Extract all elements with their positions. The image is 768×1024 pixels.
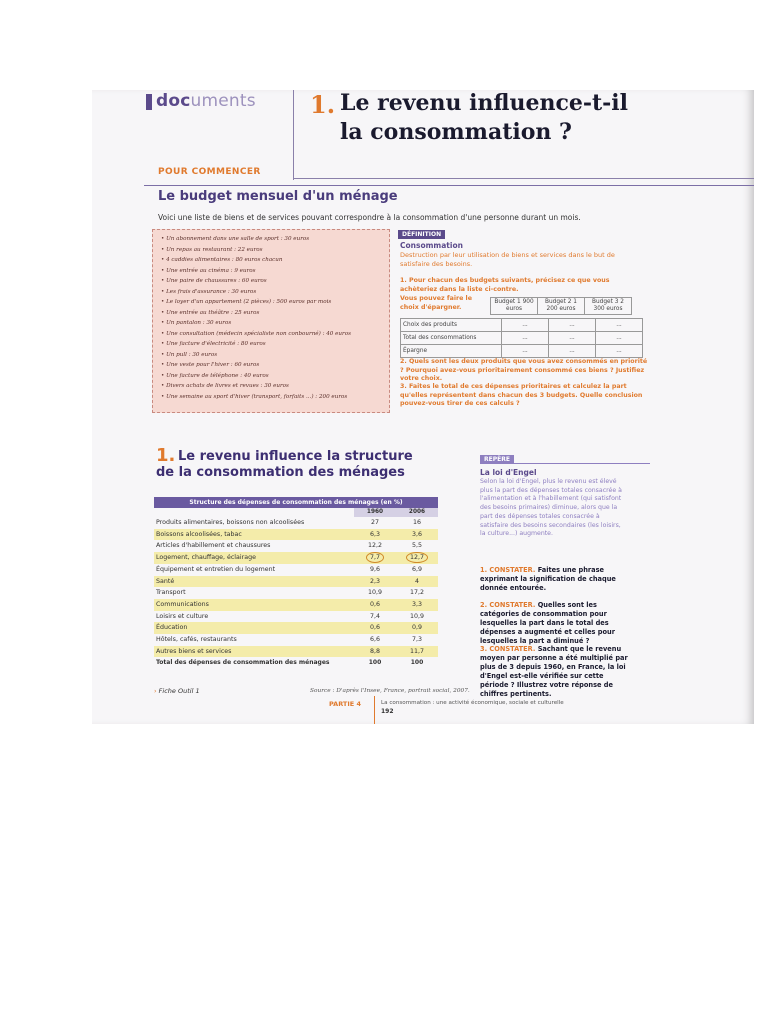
- budget-table: [490, 297, 632, 315]
- list-item: • Une entrée au théâtre : 25 euros: [161, 308, 389, 319]
- list-item: • Une consultation (médecin spécialiste non conbourné) : 40 euros: [161, 329, 389, 340]
- constater-question-3: 3. CONSTATER. Sachant que le revenu moyen par personne a été multiplié par plus de 3 depuis 1960, en France, la loi d'Engel est-elle vérifiée sur cette période ? Illustrez votre réponse de chiffres pertinents.: [480, 645, 628, 698]
- list-item: • Un repas au restaurant : 22 euros: [161, 245, 389, 256]
- scanned-textbook-page: [92, 90, 754, 724]
- repere-term: La loi d'Engel: [480, 468, 537, 477]
- definition-text: Destruction par leur utilisation de biens et services dans le but de satisfaire des besoins.: [400, 251, 615, 268]
- budget-table-body: [400, 318, 643, 358]
- table-row: Choix des produits ... ... ...: [401, 319, 643, 332]
- budget-question-3: 3. Faites le total de ces dépenses prioritaires et calculez la part qu'elles représentent dans chacun des 3 budgets. Quelle conclusion pouvez-vous tirer de ces calculs ?: [400, 383, 643, 407]
- list-item: • Une facture d'électricité : 80 euros: [161, 339, 389, 350]
- list-item: • Une paire de chaussures : 60 euros: [161, 276, 389, 287]
- list-item: • Les frais d'assurance : 30 euros: [161, 287, 389, 298]
- table-row: Santé 2,3 4: [154, 576, 438, 588]
- chapter-title: Le revenu influence-t-il la consommation ?: [340, 90, 629, 145]
- circled-value: 7,7: [366, 552, 384, 563]
- table-row: Hôtels, cafés, restaurants 6,6 7,3: [156, 636, 422, 644]
- constater-question-1: 1. CONSTATER. Faites une phrase exprimant la signification de chaque donnée entourée.: [480, 566, 616, 592]
- budget-question-2: 2. Quels sont les deux produits que vous avez consommés en priorité ? Pourquoi avez-vous prioritairement consommé ces biens ? Justifiez votre choix.: [400, 358, 648, 382]
- list-item: • Une entrée au cinéma : 9 euros: [161, 266, 389, 277]
- list-item: • Le loyer d'un appartement (2 pièces) : 500 euros par mois: [161, 297, 389, 308]
- footer-rule: [374, 696, 375, 724]
- table-row: Boissons alcoolisées, tabac 6,3 3,6: [154, 529, 438, 541]
- table-row: Logement, chauffage, éclairage 7,7 12,7: [154, 552, 438, 564]
- fiche-outil-link[interactable]: › Fiche Outil 1: [154, 687, 200, 695]
- table-row: Équipement et entretien du logement 9,6 6,9: [156, 565, 422, 573]
- list-item: • Divers achats de livres et revues : 30 euros: [161, 381, 389, 392]
- definition-badge: DÉFINITION: [398, 230, 445, 239]
- table-row: Autres biens et services 8,8 11,7: [154, 646, 438, 658]
- constater-question-2: 2. CONSTATER. Quelles sont les catégories de consommation pour lesquelles la part dans le total des dépenses a augmenté et celles pour lesquelles la part a diminué ?: [480, 601, 615, 645]
- list-item: • Une facture de téléphone : 40 euros: [161, 371, 389, 382]
- budget-question-1: 1. Pour chacun des budgets suivants, précisez ce que vous achèteriez dans la liste ci-contre.: [400, 277, 610, 293]
- partie-label: PARTIE 4: [329, 700, 361, 708]
- budget-header: Budget 2 1 200 euros: [538, 298, 585, 315]
- repere-rule: [480, 463, 650, 464]
- section-number: 1.: [156, 445, 176, 466]
- header-vertical-rule: [293, 90, 294, 180]
- list-item: • Un abonnement dans une salle de sport : 30 euros: [161, 234, 389, 245]
- brand-documents: documents: [156, 91, 256, 111]
- table-row: Total des consommations ... ... ...: [401, 332, 643, 345]
- section-title-line1: Le revenu influence la structure: [178, 449, 413, 464]
- list-item: • Une semaine au sport d'hiver (transport, forfaits ...) : 200 euros: [161, 392, 389, 403]
- column-header: 1960: [354, 508, 396, 517]
- budget-header: Budget 3 2 300 euros: [585, 298, 632, 315]
- goods-list-box: [152, 229, 390, 413]
- table-row: Produits alimentaires, boissons non alcoolisées 27 16: [156, 519, 421, 526]
- section-kicker: POUR COMMENCER: [158, 167, 261, 177]
- table-row: Épargne ... ... ...: [401, 345, 643, 358]
- repere-badge: REPÈRE: [480, 455, 514, 464]
- table-row: Loisirs et culture 7,4 10,9: [156, 612, 425, 620]
- table-row: Articles d'habillement et chaussures 12,2 5,5: [156, 542, 422, 550]
- section-title-line2: de la consommation des ménages: [156, 465, 405, 480]
- budget-title: Le budget mensuel d'un ménage: [158, 189, 398, 204]
- repere-text: Selon la loi d'Engel, plus le revenu est élevé plus la part des dépenses totales consacrée à l'alimentation et à l'habillement (qui satisfont des besoins primaires) diminue, alors que la part des dépenses totales consacrée à satisfaire des besoins secondaires (les loisirs, la culture...) augmente.: [480, 478, 622, 538]
- table-row: Éducation 0,6 0,9: [154, 622, 438, 634]
- budget-header: Budget 1 900 euros: [491, 298, 538, 315]
- list-item: • Un pantalon : 30 euros: [161, 318, 389, 329]
- table-total-row: Total des dépenses de consommation des ménages 100 100: [156, 659, 424, 667]
- budget-intro: Voici une liste de biens et de services pouvant correspondre à la consommation d'une personne durant un mois.: [158, 213, 581, 222]
- table-row: Transport 10,9 17,2: [156, 589, 425, 597]
- header-horizontal-rule: [293, 178, 754, 179]
- list-item: • Un pull : 30 euros: [161, 350, 389, 361]
- list-item: • Une veste pour l'hiver : 60 euros: [161, 360, 389, 371]
- chapter-number: 1.: [310, 90, 336, 119]
- table-caption: Structure des dépenses de consommation des ménages (en %): [154, 497, 438, 508]
- budget-question-1-note: Vous pouvez faire le choix d'épargner.: [400, 295, 472, 311]
- column-header: 2006: [396, 508, 438, 517]
- table-row: Communications 0,6 3,3: [154, 599, 438, 611]
- footer-text: La consommation : une activité économique, sociale et culturelle: [381, 700, 564, 706]
- definition-term: Consommation: [400, 241, 463, 250]
- brand-bar: [146, 94, 152, 110]
- section-rule: [144, 185, 754, 186]
- list-item: • 4 caddies alimentaires : 80 euros chacun: [161, 255, 389, 266]
- page-number: 192: [381, 708, 394, 715]
- table-source: Source : D'après l'Insee, France, portrait social, 2007.: [310, 688, 470, 694]
- consumption-table: [154, 497, 438, 669]
- circled-value: 12,7: [406, 552, 428, 563]
- table-header-row: [154, 508, 438, 517]
